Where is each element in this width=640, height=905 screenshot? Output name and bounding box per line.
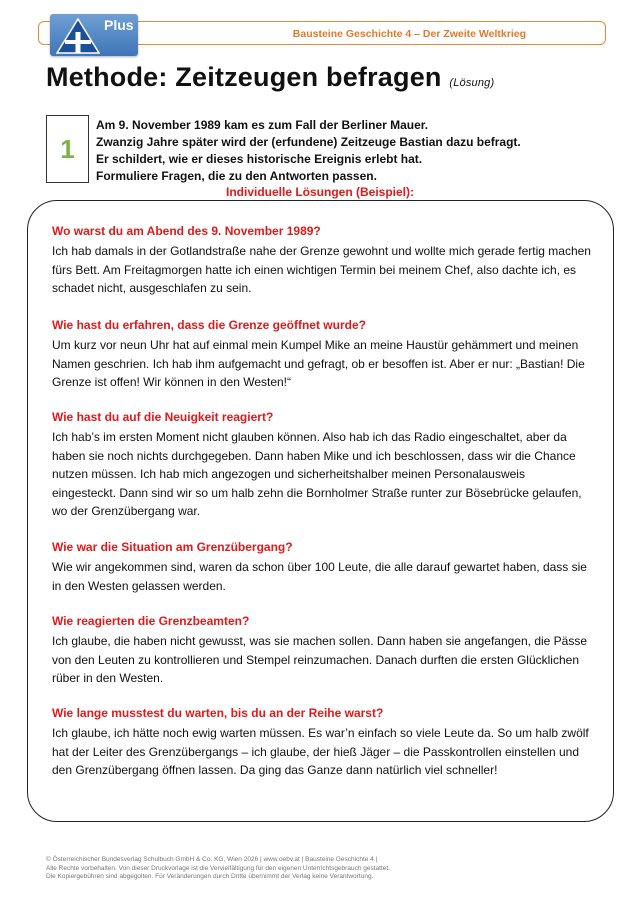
answer: Ich hab damals in der Gotlandstraße nahe der Grenze gewohnt und wollte mich gerade fertig machen fürs Bett. Am Freitagmorgen hatte ich einen wichtigen Termin bei meinem Chef, also dachte ich, es schadet nicht, ausgeschlafen zu sein.: [52, 244, 591, 295]
task-number: 1: [46, 115, 89, 183]
task-instructions: [96, 117, 596, 185]
answer: Ich glaube, die haben nicht gewusst, was sie machen sollen. Dann haben sie angefangen, die Pässe von den Leuten zu kontrollieren und Stempel reinzumachen. Danach durften die ersten Glücklichen rüber in den Westen.: [52, 634, 588, 685]
footer: [46, 856, 606, 882]
answer: Ich hab’s im ersten Moment nicht glauben können. Also hab ich das Radio eingeschaltet, aber da haben sie noch nichts durchgegeben. Dann haben Mike und ich beschlossen, dass wir die Chance nutzen müssen. Ich hab mich angezogen und sicherheitshalber meinen Personalausweis eingesteckt. Dann sind wir so um halb zehn die Bornholmer Straße runter zur Bösebrücke gelaufen, wo der Grenzübergang war.: [52, 430, 582, 518]
task-line: Formuliere Fragen, die zu den Antworten passen.: [96, 169, 377, 183]
series-title: Bausteine Geschichte 4 – Der Zweite Weltkrieg: [292, 28, 526, 40]
footer-line: Alle Rechte vorbehalten. Von dieser Druckvorlage ist die Vervielfältigung für den eigenen Unterrichtsgebrauch gestattet.: [46, 864, 390, 872]
qa-item: [52, 612, 592, 688]
qa-item: [52, 408, 592, 521]
question: Wie war die Situation am Grenzübergang?: [52, 540, 293, 554]
answer: Ich glaube, ich hätte noch ewig warten müssen. Es war’n einfach so viele Leute da. So um halb zwölf hat der Leiter des Grenzübergangs – ich glaube, der hieß Jäger – die Passkontrollen einstellen und den Grenzübergang öffnen lassen. Da ging das Ganze dann natürlich viel schneller!: [52, 726, 589, 777]
qa-item: [52, 316, 592, 392]
qa-item: [52, 704, 592, 780]
question: Wie reagierten die Grenzbeamten?: [52, 614, 250, 628]
footer-line: © Österreichischer Bundesverlag Schulbuch GmbH & Co. KG, Wien 2026 | www.oebv.at | Bausteine Geschichte 4 |: [46, 856, 378, 863]
title-note: (Lösung): [449, 77, 495, 89]
qa-item: [52, 222, 592, 298]
answer: Wie wir angekommen sind, waren da schon über 100 Leute, die alle darauf gewartet haben, dass sie in den Westen gelassen werden.: [52, 560, 587, 593]
triangle-logo-icon: [56, 18, 100, 54]
task-line: Am 9. November 1989 kam es zum Fall der Berliner Mauer.: [96, 118, 429, 132]
task-line: Er schildert, wie er dieses historische Ereignis erlebt hat.: [96, 152, 423, 166]
task-line: Zwanzig Jahre später wird der (erfundene) Zeitzeuge Bastian dazu befragt.: [96, 135, 521, 149]
question: Wo warst du am Abend des 9. November 1989?: [52, 224, 321, 238]
question: Wie hast du erfahren, dass die Grenze geöffnet wurde?: [52, 318, 366, 332]
page-title-text: Methode: Zeitzeugen befragen: [46, 62, 442, 92]
question: Wie hast du auf die Neuigkeit reagiert?: [52, 410, 274, 424]
footer-line: Die Kopiergebühren sind abgegolten. Für Veränderungen durch Dritte übernimmt der Verlag keine Verantwortung.: [46, 873, 374, 880]
logo-text: Plus: [104, 17, 134, 33]
answer: Um kurz vor neun Uhr hat auf einmal mein Kumpel Mike an meine Haustür gehämmert und meinen Namen geschrien. Ich hab ihm aufgemacht und gefragt, ob er besoffen ist. Aber er nur: „Bastian! Die Grenze ist offen! Wir können in den Westen!“: [52, 338, 585, 389]
publisher-logo: [50, 14, 138, 56]
question: Wie lange musstest du warten, bis du an der Reihe warst?: [52, 706, 384, 720]
qa-item: [52, 538, 592, 595]
page-title: [46, 62, 494, 93]
solution-heading: Individuelle Lösungen (Beispiel):: [225, 185, 414, 199]
